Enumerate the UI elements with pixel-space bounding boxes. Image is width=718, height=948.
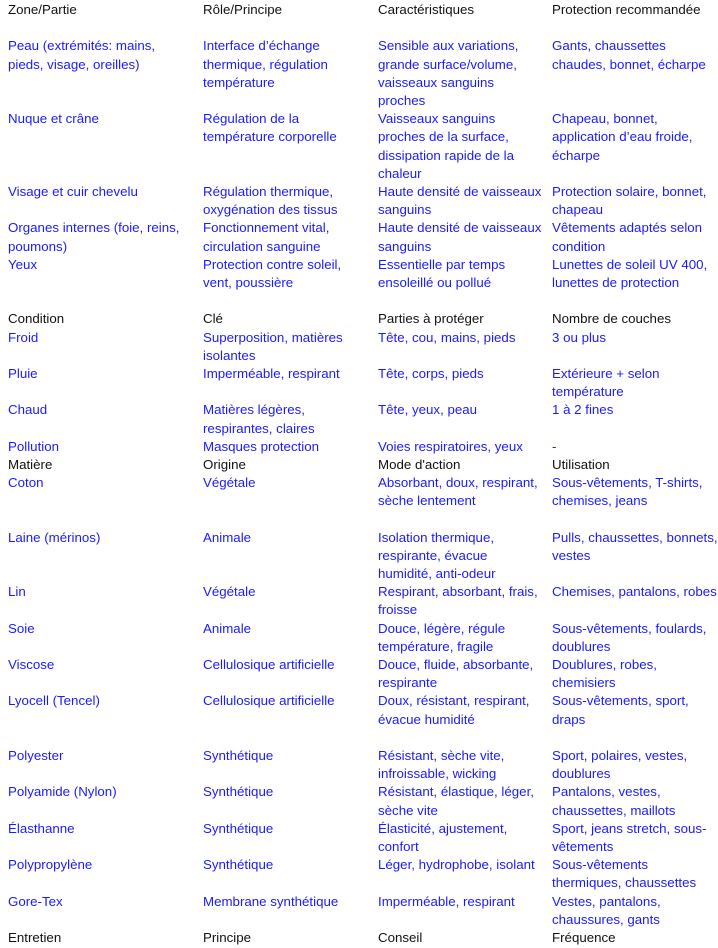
table-cell-col-1: Pluie — [8, 365, 38, 381]
table-cell-col-2: Animale — [203, 620, 252, 636]
table-cell-col-3: Absorbant, doux, respirant, sèche lentement — [378, 475, 538, 509]
table-cell-col-1: Nuque et crâne — [8, 111, 99, 127]
table-cell-col-2: Végétale — [203, 475, 256, 491]
table-cell-col-2: Animale — [203, 529, 252, 545]
table-cell-col-1: Coton — [8, 475, 44, 491]
table-cell-col-3: Résistant, sèche vite, infroissable, wicking — [378, 748, 505, 782]
table-row — [8, 783, 718, 819]
table-cell-col-2: Protection contre soleil, vent, poussière — [203, 256, 342, 290]
table-cell-col-2: Cellulosique artificielle — [203, 657, 335, 673]
table-cell-col-2: Cellulosique artificielle — [203, 693, 335, 709]
table-cell-col-4: Sport, jeans stretch, sous-vêtements — [552, 820, 707, 855]
header-cell-col-2: Rôle/Principe — [203, 2, 283, 17]
table-cell-col-1: Viscose — [8, 657, 55, 673]
header-cell-col-3: Mode d'action — [378, 456, 461, 472]
table-cell-col-3: Respirant, absorbant, frais, froisse — [378, 584, 538, 618]
table-cell-col-2: Fonctionnement vital, circulation sanguine — [203, 220, 330, 254]
table-row — [8, 401, 718, 437]
table-cell-col-1: Lin — [8, 584, 26, 600]
table-row — [8, 37, 718, 110]
table-row — [8, 893, 718, 929]
header-cell-col-3: Parties à protéger — [378, 311, 484, 327]
table-row — [8, 620, 718, 656]
table-header-row — [8, 1, 718, 37]
table-cell-col-2: Végétale — [203, 584, 256, 600]
table-cell-col-1: Organes internes (foie, reins, poumons) — [8, 220, 180, 254]
table-cell-col-3: Essentielle par temps ensoleillé ou pollué — [378, 256, 506, 290]
table-cell-col-2: Imperméable, respirant — [203, 365, 340, 381]
table-row — [8, 438, 718, 456]
table-cell-col-3: Tête, yeux, peau — [378, 402, 478, 418]
table-cell-col-2: Masques protection — [203, 438, 320, 454]
table-cell-col-3: Vaisseaux sanguins proches de la surface, dissipation rapide de la chaleur — [378, 111, 515, 181]
table-cell-col-4: Gants, chaussettes chaudes, bonnet, écharpe — [552, 38, 706, 72]
table-cell-col-4: 1 à 2 fines — [552, 402, 614, 418]
table-cell-col-2: Interface d’échange thermique, régulation température — [203, 38, 328, 90]
table-row — [8, 529, 718, 584]
table-cell-col-2: Synthétique — [203, 748, 274, 764]
header-cell-col-3: Conseil — [378, 930, 423, 945]
header-cell-col-1: Matière — [8, 456, 53, 472]
table-cell-col-4: Chapeau, bonnet, application d’eau froide, écharpe — [552, 111, 693, 163]
header-cell-col-1: Zone/Partie — [8, 2, 77, 17]
table-header-row — [8, 929, 718, 947]
table-row — [8, 110, 718, 183]
table-cell-col-1: Chaud — [8, 402, 48, 418]
clothing-protection-table — [8, 1, 718, 947]
table-cell-col-1: Polyester — [8, 748, 64, 764]
table-cell-col-4: Doublures, robes, chemisiers — [552, 657, 657, 691]
table-cell-col-3: Tête, cou, mains, pieds — [378, 329, 516, 345]
table-cell-col-1: Yeux — [8, 256, 38, 272]
table-header-row — [8, 456, 718, 474]
table-cell-col-3: Douce, légère, régule température, fragile — [378, 620, 506, 654]
table-cell-col-1: Froid — [8, 329, 39, 345]
header-cell-col-4: Fréquence — [552, 930, 616, 945]
header-cell-col-1: Condition — [8, 311, 65, 327]
header-cell-col-4: Protection recommandée — [552, 2, 701, 17]
table-cell-col-2: Régulation thermique, oxygénation des tissus — [203, 183, 338, 218]
table-row — [8, 365, 718, 401]
table-cell-col-4: Sous-vêtements, sport, draps — [552, 693, 689, 727]
table-cell-col-4: Extérieure + selon température — [552, 365, 660, 400]
table-cell-col-4: - — [552, 438, 557, 454]
header-cell-col-1: Entretien — [8, 930, 62, 945]
table-cell-col-4: Pantalons, vestes, chaussettes, maillots — [552, 784, 676, 818]
table-cell-col-2: Matières légères, respirantes, claires — [203, 402, 315, 436]
table-cell-col-4: 3 ou plus — [552, 329, 606, 345]
table-row — [8, 183, 718, 219]
table-cell-col-1: Gore-Tex — [8, 893, 63, 909]
table-cell-col-3: Haute densité de vaisseaux sanguins — [378, 220, 542, 254]
table-cell-col-3: Léger, hydrophobe, isolant — [378, 857, 535, 873]
table-cell-col-4: Lunettes de soleil UV 400, lunettes de protection — [552, 256, 708, 290]
header-cell-col-2: Principe — [203, 930, 252, 945]
table-cell-col-2: Synthétique — [203, 784, 274, 800]
table-cell-col-3: Douce, fluide, absorbante, respirante — [378, 657, 534, 691]
table-cell-col-1: Polyamide (Nylon) — [8, 784, 117, 800]
table-cell-col-2: Membrane synthétique — [203, 893, 339, 909]
table-row — [8, 856, 718, 892]
table-row — [8, 219, 718, 255]
table-row — [8, 329, 718, 365]
table-cell-col-1: Peau (extrémités: mains, pieds, visage, oreilles) — [8, 38, 156, 72]
table-cell-col-1: Polypropylène — [8, 857, 93, 873]
table-cell-col-4: Sous-vêtements thermiques, chaussettes — [552, 857, 697, 891]
table-cell-col-4: Vêtements adaptés selon condition — [552, 220, 703, 254]
table-cell-col-4: Sport, polaires, vestes, doublures — [552, 748, 688, 782]
header-cell-col-3: Caractéristiques — [378, 2, 475, 17]
table-cell-col-4: Vestes, pantalons, chaussures, gants — [552, 893, 661, 927]
header-cell-col-2: Clé — [203, 311, 223, 327]
table-cell-col-1: Visage et cuir chevelu — [8, 183, 138, 199]
table-cell-col-3: Haute densité de vaisseaux sanguins — [378, 183, 542, 218]
table-row — [8, 256, 718, 311]
table-cell-col-3: Résistant, élastique, léger, sèche vite — [378, 784, 534, 818]
table-cell-col-3: Sensible aux variations, grande surface/volume, vaisseaux sanguins proches — [378, 38, 519, 108]
table-cell-col-1: Élasthanne — [8, 820, 75, 836]
table-row — [8, 474, 718, 529]
table-cell-col-4: Chemises, pantalons, robes — [552, 584, 717, 600]
table-cell-col-3: Tête, corps, pieds — [378, 365, 484, 381]
header-cell-col-4: Utilisation — [552, 456, 610, 472]
table-cell-col-4: Sous-vêtements, T-shirts, chemises, jeans — [552, 475, 703, 509]
table-cell-col-1: Lyocell (Tencel) — [8, 693, 100, 709]
table-cell-col-4: Pulls, chaussettes, bonnets, vestes — [552, 529, 718, 563]
table-row — [8, 583, 718, 619]
table-cell-col-3: Élasticité, ajustement, confort — [378, 820, 508, 855]
table-cell-col-4: Sous-vêtements, foulards, doublures — [552, 620, 707, 654]
table-cell-col-1: Soie — [8, 620, 35, 636]
table-cell-col-1: Laine (mérinos) — [8, 529, 101, 545]
table-cell-col-3: Doux, résistant, respirant, évacue humidité — [378, 693, 530, 727]
table-row — [8, 656, 718, 692]
table-header-row — [8, 310, 718, 328]
table-cell-col-2: Synthétique — [203, 857, 274, 873]
table-cell-col-3: Voies respiratoires, yeux — [378, 438, 523, 454]
table-row — [8, 692, 718, 747]
table-cell-col-3: Isolation thermique, respirante, évacue humidité, anti-odeur — [378, 529, 496, 582]
table-row — [8, 820, 718, 856]
table-cell-col-2: Régulation de la température corporelle — [203, 111, 337, 145]
table-cell-col-2: Superposition, matières isolantes — [203, 329, 343, 363]
table-cell-col-4: Protection solaire, bonnet, chapeau — [552, 183, 707, 218]
header-cell-col-2: Origine — [203, 456, 246, 472]
table-cell-col-3: Imperméable, respirant — [378, 893, 515, 909]
table-cell-col-1: Pollution — [8, 438, 60, 454]
table-cell-col-2: Synthétique — [203, 820, 274, 836]
header-cell-col-4: Nombre de couches — [552, 311, 671, 327]
table-row — [8, 747, 718, 783]
